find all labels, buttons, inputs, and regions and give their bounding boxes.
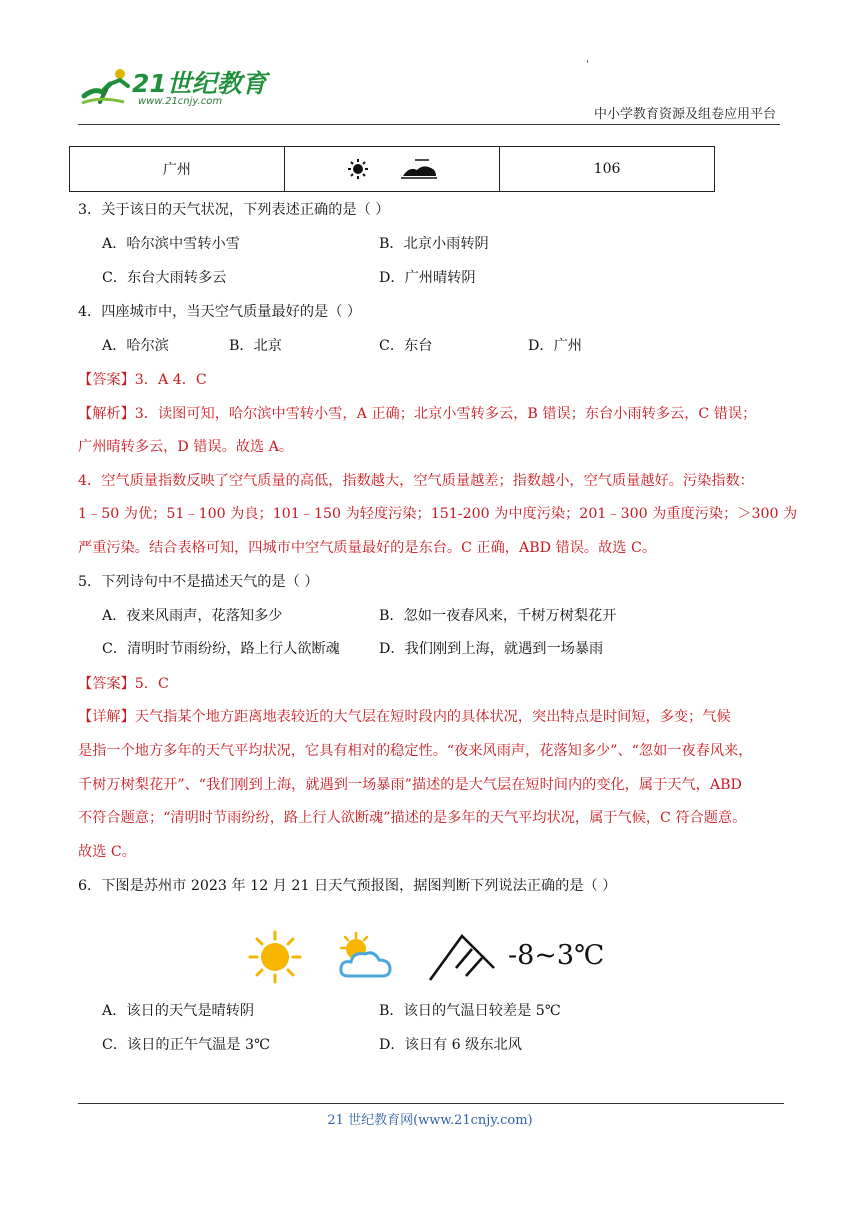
platform-name: 中小学教育资源及组卷应用平台 [593, 107, 776, 122]
weather-cell [284, 147, 499, 192]
analysis-line-5: 严重污染。结合表格可知，四城市中空气质量最好的是东台。C 正确，ABD 错误。故选 C。 [78, 540, 657, 556]
q3-option-c[interactable]: C．东台大雨转多云 [102, 270, 227, 286]
detail-line-3: 千树万树梨花开”、“我们刚到上海，就遇到一场暴雨”描述的是大气层在短时间内的变化，属于天气，ABD [78, 777, 742, 793]
detail-line-5: 故选 C。 [78, 844, 136, 860]
runner-logo-icon [80, 66, 136, 106]
answer-3-4: 【答案】3．A 4．C [78, 372, 207, 388]
q6-option-c[interactable]: C．该日的正午气温是 3℃ [102, 1037, 270, 1053]
forecast-temperature: -8~3℃ [508, 940, 605, 971]
forecast-graphic [248, 928, 618, 984]
q6-option-b[interactable]: B．该日的气温日较差是 5℃ [379, 1003, 561, 1019]
q4-option-a[interactable]: A．哈尔滨 [102, 338, 169, 354]
logo-url: www.21cnjy.com [138, 96, 223, 107]
q5-option-c[interactable]: C．清明时节雨纷纷，路上行人欲断魂 [102, 641, 340, 657]
q3-option-a[interactable]: A．哈尔滨中雪转小雪 [102, 236, 240, 252]
q4-option-b[interactable]: B．北京 [229, 338, 282, 354]
table-row [70, 147, 715, 192]
wind-barb-icon [428, 932, 498, 982]
tick-mark: ' [586, 58, 590, 71]
detail-line-1: 【详解】天气指某个地方距离地表较近的大气层在短时段内的具体状况，突出特点是时间短，多变；气候 [78, 709, 731, 725]
question-5-stem: 5．下列诗句中不是描述天气的是（ ） [78, 574, 319, 590]
aqi-cell: 106 [500, 147, 715, 192]
weather-table [69, 146, 715, 192]
analysis-line-4: 1﹣50 为优；51﹣100 为良；101﹣150 为轻度污染；151-200 为中度污染；201﹣300 为重度污染；＞300 为 [78, 506, 798, 522]
question-3-stem: 3．关于该日的天气状况，下列表述正确的是（ ） [78, 202, 390, 218]
q6-option-a[interactable]: A．该日的天气是晴转阴 [102, 1003, 255, 1019]
q3-option-b[interactable]: B．北京小雨转阴 [379, 236, 489, 252]
q5-option-b[interactable]: B．忽如一夜春风来，千树万树梨花开 [379, 608, 617, 624]
analysis-line-3: 4．空气质量指数反映了空气质量的高低，指数越大，空气质量越差；指数越小，空气质量越好。污染指数： [78, 473, 754, 489]
q3-option-d[interactable]: D．广州晴转阴 [379, 270, 476, 286]
partly-cloudy-icon [338, 932, 394, 982]
footer-divider [78, 1103, 784, 1104]
q5-option-d[interactable]: D．我们刚到上海，就遇到一场暴雨 [379, 641, 604, 657]
analysis-line-1: 【解析】3．读图可知，哈尔滨中雪转小雪，A 正确；北京小雪转多云，B 错误；东台小雨转多云，C 错误； [78, 406, 757, 422]
analysis-line-2: 广州晴转多云，D 错误。故选 A。 [78, 439, 294, 455]
q5-option-a[interactable]: A．夜来风雨声，花落知多少 [102, 608, 283, 624]
header-divider [78, 124, 780, 125]
footer-link[interactable]: 21 世纪教育网(www.21cnjy.com) [327, 1113, 533, 1128]
q4-option-d[interactable]: D．广州 [528, 338, 582, 354]
detail-line-4: 不符合题意；“清明时节雨纷纷，路上行人欲断魂”描述的是多年的天气平均状况，属于气候，C 符合题意。 [78, 810, 747, 826]
answer-5: 【答案】5．C [78, 676, 169, 692]
sun-icon [248, 930, 302, 984]
question-4-stem: 4．四座城市中，当天空气质量最好的是（ ） [78, 304, 362, 320]
question-6-stem: 6．下图是苏州市 2023 年 12 月 21 日天气预报图，据图判断下列说法正确的是（ ） [78, 878, 617, 894]
detail-line-2: 是指一个地方多年的天气平均状况，它具有相对的稳定性。“夜来风雨声，花落知多少”、“忽如一夜春风来， [78, 743, 753, 759]
sunset-icon [401, 158, 437, 180]
logo-text: 21世纪教育 [132, 69, 267, 98]
q4-option-c[interactable]: C．东台 [379, 338, 433, 354]
sun-icon [347, 158, 369, 180]
q6-option-d[interactable]: D．该日有 6 级东北风 [379, 1037, 522, 1053]
city-cell: 广州 [70, 147, 285, 192]
